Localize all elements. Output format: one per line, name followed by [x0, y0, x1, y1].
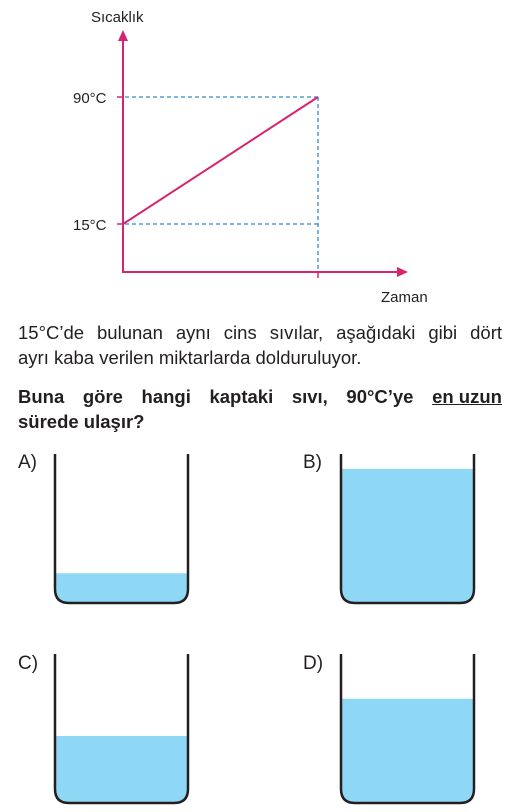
prompt-line-2: sürede ulaşır? [18, 411, 145, 432]
intro-line-2: ayrı kaba verilen miktarlarda dolduruluyor. [18, 347, 362, 368]
tick-label-90: 90°C [73, 90, 107, 107]
option-a-container [52, 452, 192, 607]
question-prompt [18, 384, 502, 434]
temperature-line [123, 97, 318, 224]
intro-line-1 [18, 320, 502, 345]
liquid-fill [55, 573, 188, 603]
prompt-word: Buna [18, 386, 65, 407]
x-axis-arrow [397, 267, 408, 277]
prompt-word: sıvı, [291, 386, 328, 407]
intro-line-1-text: 15°C’de bulunan aynı cins sıvılar, aşağıdaki gibi dört [18, 322, 502, 343]
liquid-fill [341, 469, 474, 603]
y-axis-label: Sıcaklık [91, 9, 144, 26]
prompt-word: hangi [141, 386, 191, 407]
prompt-emphasis: en uzun [432, 386, 502, 407]
x-axis-label: Zaman [381, 289, 428, 306]
option-a-label: A) [18, 452, 37, 473]
prompt-word: 90°C’ye [346, 386, 414, 407]
prompt-word: kaptaki [209, 386, 274, 407]
prompt-word: göre [82, 386, 123, 407]
tick-label-15: 15°C [73, 217, 107, 234]
option-d-label: D) [303, 653, 324, 674]
y-axis-arrow [118, 30, 128, 41]
option-b-container [338, 452, 478, 607]
option-d-container [338, 652, 478, 807]
option-c-label: C) [18, 653, 39, 674]
question-intro [18, 320, 502, 370]
temperature-time-graph [0, 0, 507, 310]
liquid-fill [55, 736, 188, 803]
prompt-line-1 [18, 384, 502, 409]
option-c-container [52, 652, 192, 807]
option-b-label: B) [303, 452, 322, 473]
liquid-fill [341, 699, 474, 803]
